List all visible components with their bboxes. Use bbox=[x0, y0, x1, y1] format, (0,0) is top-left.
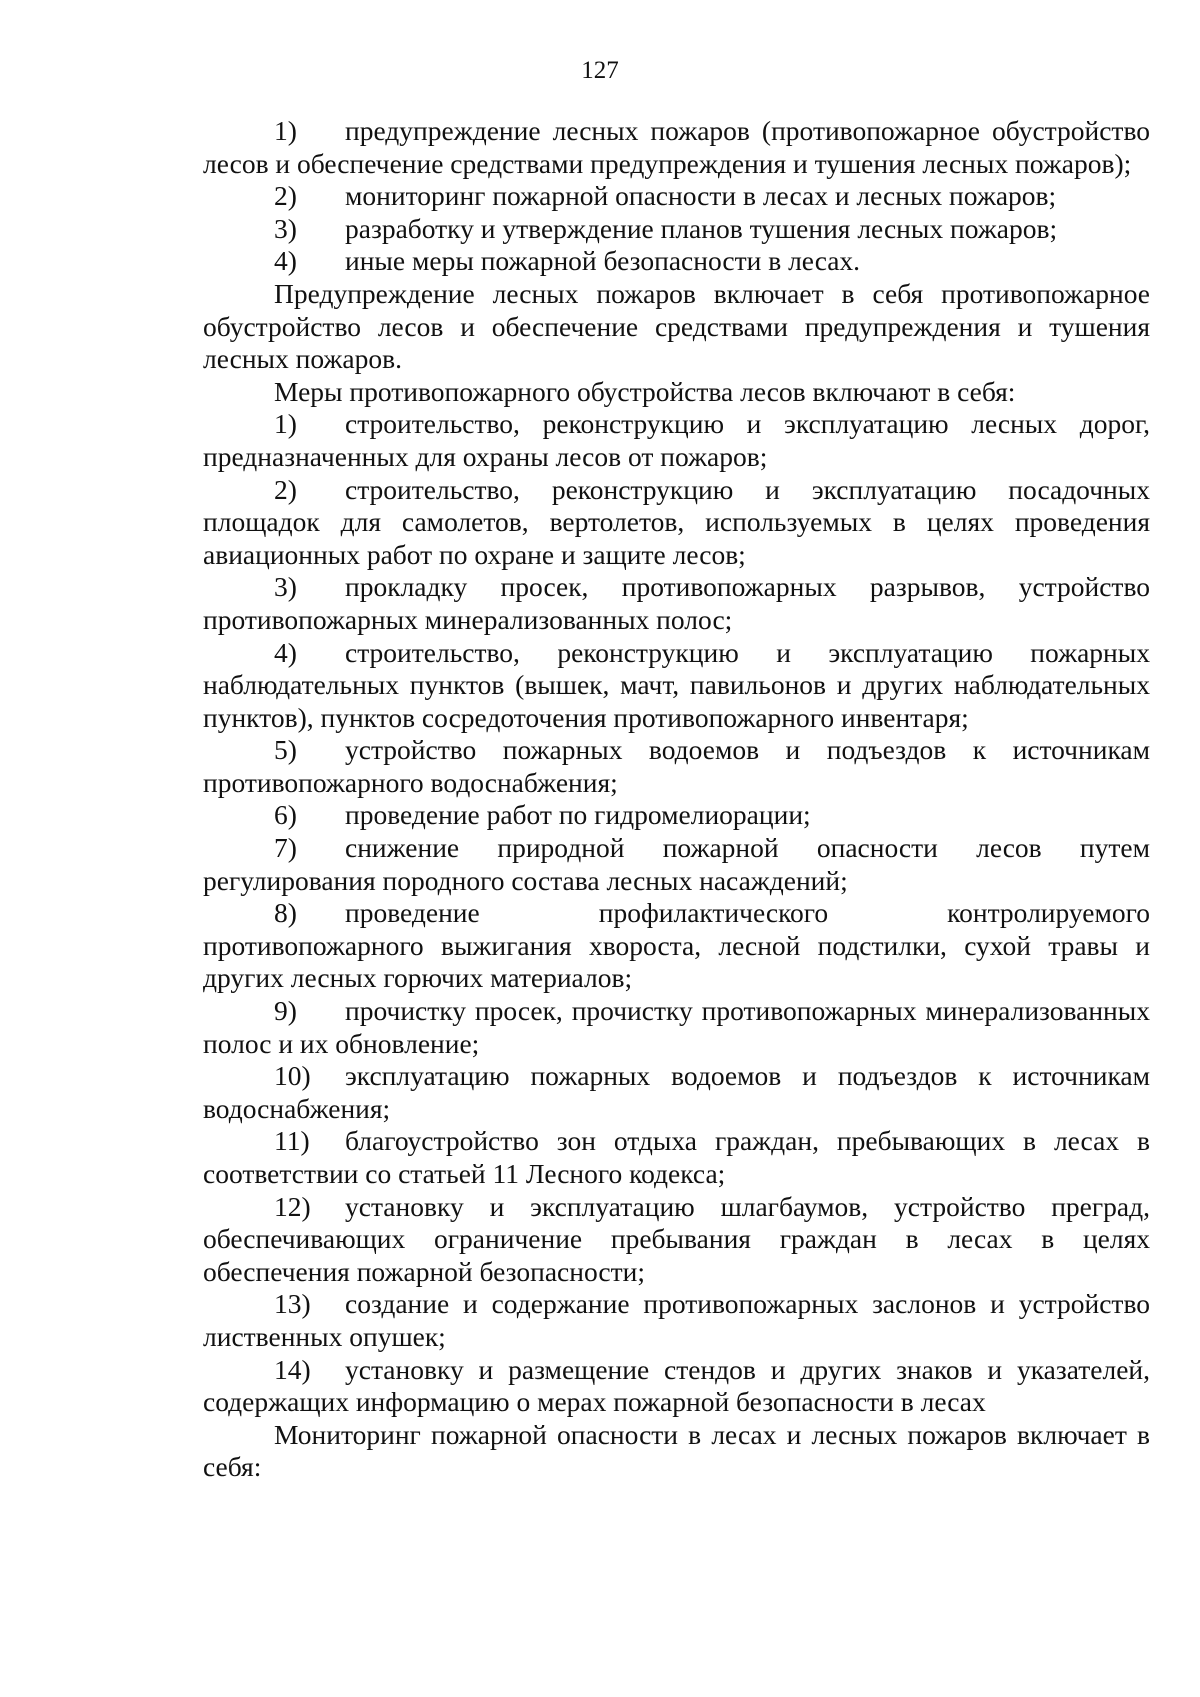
list-item bbox=[203, 408, 1150, 473]
list-item bbox=[203, 1060, 1150, 1125]
list-item bbox=[203, 245, 1150, 278]
list-item bbox=[203, 734, 1150, 799]
item-text: прочистку просек, прочистку противопожарных минерализованных полос и их обновление; bbox=[203, 995, 1150, 1059]
item-number: 14) bbox=[274, 1353, 311, 1385]
item-number: 13) bbox=[274, 1288, 311, 1320]
item-text: мониторинг пожарной опасности в лесах и лесных пожаров; bbox=[345, 180, 1057, 212]
item-text: благоустройство зон отдыха граждан, пребывающих в лесах в соответствии со статьей 11 Лесного кодекса; bbox=[203, 1125, 1150, 1189]
list-item bbox=[203, 1288, 1150, 1353]
page-number: 127 bbox=[581, 57, 619, 84]
list-item bbox=[203, 1191, 1150, 1289]
list-item bbox=[203, 1125, 1150, 1190]
item-text: строительство, реконструкцию и эксплуатацию пожарных наблюдательных пунктов (вышек, мачт, павильонов и других наблюдательных пунктов), пунктов сосредоточения противопожарного инвентаря; bbox=[203, 636, 1150, 733]
list-item bbox=[203, 897, 1150, 995]
list-item bbox=[203, 1354, 1150, 1419]
list-item bbox=[203, 832, 1150, 897]
list-item bbox=[203, 637, 1150, 735]
item-text: проведение профилактического контролируемого противопожарного выжигания хвороста, лесной подстилки, сухой травы и других лесных горючих материалов; bbox=[203, 897, 1150, 994]
item-number: 4) bbox=[274, 245, 297, 277]
item-number: 3) bbox=[274, 212, 297, 244]
item-text: снижение природной пожарной опасности лесов путем регулирования породного состава лесных насаждений; bbox=[203, 832, 1150, 896]
item-number: 9) bbox=[274, 995, 297, 1027]
list-item bbox=[203, 995, 1150, 1060]
list-item bbox=[203, 799, 1150, 832]
list-item bbox=[203, 180, 1150, 213]
item-number: 2) bbox=[274, 473, 297, 505]
item-text: разработку и утверждение планов тушения лесных пожаров; bbox=[345, 212, 1058, 244]
item-number: 5) bbox=[274, 734, 297, 766]
document-body bbox=[203, 115, 1150, 1484]
item-text: проведение работ по гидромелиорации; bbox=[345, 799, 811, 831]
item-number: 12) bbox=[274, 1190, 311, 1222]
item-number: 1) bbox=[274, 115, 297, 146]
list-item bbox=[203, 213, 1150, 246]
paragraph: Меры противопожарного обустройства лесов включают в себя: bbox=[274, 375, 1016, 407]
item-text: установку и размещение стендов и других знаков и указателей, содержащих информацию о мерах пожарной безопасности в лесах bbox=[203, 1353, 1150, 1418]
list-item bbox=[203, 571, 1150, 636]
item-number: 6) bbox=[274, 799, 297, 831]
item-text: строительство, реконструкцию и эксплуатацию посадочных площадок для самолетов, вертолетов, используемых в целях проведения авиационных работ по охране и защите лесов; bbox=[203, 473, 1150, 570]
item-number: 3) bbox=[274, 571, 297, 603]
item-text: устройство пожарных водоемов и подъездов к источникам противопожарного водоснабжения; bbox=[203, 734, 1150, 798]
item-text: эксплуатацию пожарных водоемов и подъездов к источникам водоснабжения; bbox=[203, 1060, 1150, 1124]
item-number: 4) bbox=[274, 636, 297, 668]
item-number: 7) bbox=[274, 832, 297, 864]
item-text: иные меры пожарной безопасности в лесах. bbox=[345, 245, 861, 277]
item-text: прокладку просек, противопожарных разрывов, устройство противопожарных минерализованных полос; bbox=[203, 571, 1150, 635]
item-number: 11) bbox=[274, 1125, 310, 1157]
paragraph: Мониторинг пожарной опасности в лесах и лесных пожаров включает в себя: bbox=[203, 1418, 1150, 1483]
paragraph: Предупреждение лесных пожаров включает в себя противопожарное обустройство лесов и обеспечение средствами предупреждения и тушения лесных пожаров. bbox=[203, 277, 1150, 375]
item-number: 2) bbox=[274, 180, 297, 212]
item-text: предупреждение лесных пожаров (противопожарное обустройство лесов и обеспечение средствами предупреждения и тушения лесных пожаров); bbox=[203, 115, 1150, 179]
item-number: 1) bbox=[274, 408, 297, 440]
list-item bbox=[203, 115, 1150, 180]
item-number: 8) bbox=[274, 897, 297, 929]
list-item bbox=[203, 474, 1150, 572]
item-text: строительство, реконструкцию и эксплуатацию лесных дорог, предназначенных для охраны лесов от пожаров; bbox=[203, 408, 1150, 472]
item-text: создание и содержание противопожарных заслонов и устройство лиственных опушек; bbox=[203, 1288, 1150, 1352]
item-text: установку и эксплуатацию шлагбаумов, устройство преград, обеспечивающих ограничение пребывания граждан в лесах в целях обеспечения пожарной безопасности; bbox=[203, 1190, 1150, 1287]
item-number: 10) bbox=[274, 1060, 311, 1092]
